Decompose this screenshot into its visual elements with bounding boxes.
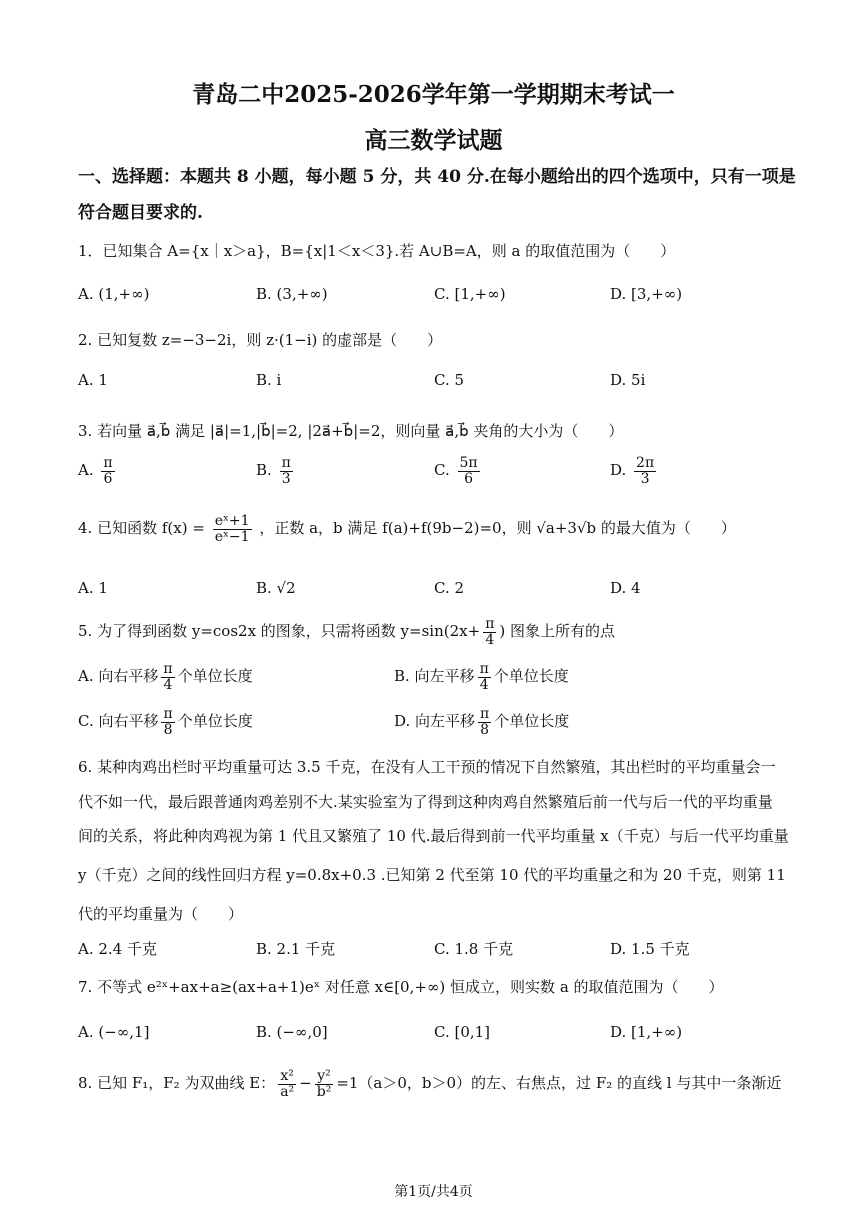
question-6-line-1: 6. 某种肉鸡出栏时平均重量可达 3.5 千克，在没有人工干预的情况下自然繁殖，其出栏时的平均重量会一 [78, 758, 776, 776]
question-7-stem: 7. 不等式 e²ˣ+ax+a≥(ax+a+1)eˣ 对任意 x∈[0,+∞) 恒成立，则实数 a 的取值范围为（ ） [78, 978, 724, 996]
question-3-stem: 3. 若向量 a⃗,b⃗ 满足 |a⃗|=1,|b⃗|=2, |2a⃗+b⃗|=2，则向量 a⃗,b⃗ 夹角的大小为（ ） [78, 422, 624, 440]
section-heading: 一、选择题：本题共 8 小题，每小题 5 分，共 40 分.在每小题给出的四个选项中，只有一项是 [78, 167, 796, 187]
q7-option-d: D. [1,+∞) [610, 1023, 683, 1041]
section-heading-continued: 符合题目要求的. [78, 203, 203, 223]
q5-option-a: A. 向右平移 $\frac{\pi}{4}$ 个单位长度 [78, 661, 253, 693]
q5-option-a-fraction: $\frac{\pi}{4}$ [163, 661, 173, 693]
q1-option-a: A. (1,+∞) [78, 285, 150, 303]
q8-y-fraction: $\frac{\text{y²}}{\text{b²}}$ [316, 1068, 332, 1100]
question-2-stem: 2. 已知复数 z=−3−2i，则 z·(1−i) 的虚部是（ ） [78, 331, 443, 349]
q2-option-d: D. 5i [610, 371, 646, 389]
question-6-line-3: 间的关系，将此种肉鸡视为第 1 代且又繁殖了 10 代.最后得到前一代平均重量 x（千克）与后一代平均重量 [78, 827, 789, 845]
q6-option-a: A. 2.4 千克 [78, 940, 157, 958]
q5-option-d: D. 向左平移 $\frac{\pi}{8}$ 个单位长度 [394, 706, 570, 738]
q7-option-a: A. (−∞,1] [78, 1023, 150, 1041]
q6-option-c: C. 1.8 千克 [434, 940, 514, 958]
q3-option-a-fraction: $\frac{\pi}{6}$ [103, 455, 113, 487]
q6-option-b: B. 2.1 千克 [256, 940, 336, 958]
question-5-stem: 5. 为了得到函数 y=cos2x 的图象，只需将函数 y=sin(2x+ $\frac{\pi}{4}$ ) 图象上所有的点 [78, 616, 616, 648]
question-6-line-4: y（千克）之间的线性回归方程 y=0.8x+0.3 .已知第 2 代至第 10 代的平均重量之和为 20 千克，则第 11 [78, 866, 786, 884]
q4-option-a: A. 1 [78, 579, 108, 597]
q3-option-b-fraction: $\frac{\pi}{3}$ [281, 455, 291, 487]
q1-option-c: C. [1,+∞) [434, 285, 506, 303]
q5-option-b: B. 向左平移 $\frac{\pi}{4}$ 个单位长度 [394, 661, 569, 693]
question-6-line-5: 代的平均重量为（ ） [78, 905, 244, 923]
q4-option-b: B. √2 [256, 579, 296, 597]
q5-phase-fraction: $\frac{\pi}{4}$ [485, 616, 495, 648]
question-4-stem: 4. 已知函数 f(x) = $\frac{\text{eˣ+1}}{\text{eˣ−1}}$ ，正数 a，b 满足 f(a)+f(9b−2)=0，则 √a+3√b 的最大值为（ ） [78, 513, 736, 545]
q4-function-fraction: $\frac{\text{eˣ+1}}{\text{eˣ−1}}$ [214, 513, 250, 545]
q7-option-b: B. (−∞,0] [256, 1023, 328, 1041]
q3-option-c: C. $\frac{5\pi}{6}$ [434, 455, 478, 487]
exam-title: 青岛二中2025-2026学年第一学期期末考试一 [192, 81, 675, 108]
q6-option-d: D. 1.5 千克 [610, 940, 690, 958]
q5-option-d-fraction: $\frac{\pi}{8}$ [480, 706, 490, 738]
question-8-stem: 8. 已知 F₁，F₂ 为双曲线 E： $\frac{\text{x²}}{\text{a²}}$ − $\frac{\text{y²}}{\text{b²}}$ =1（a＞0，b＞0）的左、右焦点，过 F₂ 的直线 l 与其中一条渐近 [78, 1068, 782, 1100]
exam-subtitle: 高三数学试题 [364, 127, 503, 154]
question-1-stem: 1．已知集合 A={x｜x＞a}，B={x|1＜x＜3}.若 A∪B=A，则 a 的取值范围为（ ） [78, 242, 676, 260]
page-number: 第1页/共4页 [394, 1184, 473, 1200]
q2-option-a: A. 1 [78, 371, 108, 389]
q3-option-d: D. $\frac{2\pi}{3}$ [610, 455, 655, 487]
q5-option-b-fraction: $\frac{\pi}{4}$ [479, 661, 489, 693]
q3-option-a: A. $\frac{\pi}{6}$ [78, 455, 113, 487]
question-6-line-2: 代不如一代，最后跟普通肉鸡差别不大.某实验室为了得到这种肉鸡自然繁殖后前一代与后一代的平均重量 [78, 793, 773, 811]
q5-option-c: C. 向右平移 $\frac{\pi}{8}$ 个单位长度 [78, 706, 253, 738]
q7-option-c: C. [0,1] [434, 1023, 491, 1041]
q8-x-fraction: $\frac{\text{x²}}{\text{a²}}$ [280, 1068, 295, 1100]
q3-option-b: B. $\frac{\pi}{3}$ [256, 455, 291, 487]
q1-option-b: B. (3,+∞) [256, 285, 328, 303]
q5-option-c-fraction: $\frac{\pi}{8}$ [163, 706, 173, 738]
q4-option-d: D. 4 [610, 579, 641, 597]
q2-option-b: B. i [256, 371, 282, 389]
q4-option-c: C. 2 [434, 579, 465, 597]
q1-option-d: D. [3,+∞) [610, 285, 683, 303]
q3-option-c-fraction: $\frac{5\pi}{6}$ [459, 455, 478, 487]
q3-option-d-fraction: $\frac{2\pi}{3}$ [636, 455, 655, 487]
q2-option-c: C. 5 [434, 371, 465, 389]
